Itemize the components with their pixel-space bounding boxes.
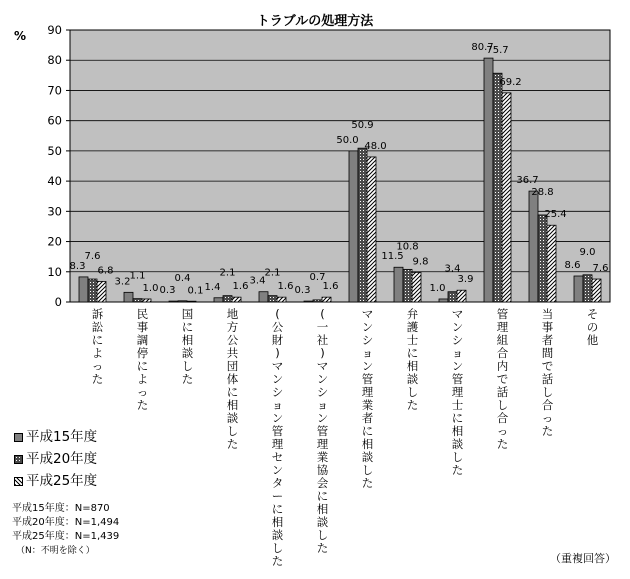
category-label-char: よ	[91, 346, 104, 360]
category-label-char: た	[271, 554, 284, 568]
y-tick-label: 80	[47, 53, 62, 68]
category-label-char: ョ	[451, 346, 464, 360]
category-label-char: に	[406, 346, 419, 360]
category-label-char: )	[275, 346, 280, 360]
category-label-char: に	[91, 333, 104, 347]
category-label-char: 業	[361, 398, 374, 412]
category-label-char: マ	[316, 359, 329, 373]
y-tick-label: 20	[47, 234, 62, 249]
category-label-char: 組	[496, 333, 509, 347]
bar	[349, 151, 358, 302]
category-label-char: そ	[586, 307, 599, 321]
bar	[304, 301, 313, 302]
category-label-char: 弁	[406, 307, 419, 321]
category-label-char: で	[496, 372, 509, 386]
data-label: 69.2	[499, 76, 522, 88]
category-label-char: 団	[226, 359, 239, 373]
bar	[574, 276, 583, 302]
category-label-char: 他	[586, 333, 599, 347]
bar	[529, 191, 538, 302]
category-label-char: 士	[451, 398, 464, 412]
bar	[412, 272, 421, 302]
category-label	[407, 307, 419, 412]
category-label-char: た	[406, 398, 419, 412]
category-label-char: タ	[271, 476, 284, 490]
legend-swatch-2	[14, 455, 23, 464]
data-label: 1.0	[142, 282, 159, 294]
category-label-char: 談	[361, 450, 374, 464]
category-label-char: マ	[271, 359, 284, 373]
category-label-char: し	[496, 398, 509, 412]
chart-legend	[14, 426, 97, 492]
category-label-char: 話	[541, 372, 554, 386]
category-label-char: 公	[226, 333, 239, 347]
category-label-char: 公	[271, 320, 284, 334]
data-label: 3.4	[444, 263, 461, 275]
category-label-char: 相	[181, 333, 194, 347]
category-label-char: た	[136, 398, 149, 412]
category-label-char: 共	[226, 346, 239, 360]
category-label-char: 相	[226, 398, 239, 412]
category-label	[587, 307, 599, 347]
category-label-char: 国	[181, 307, 194, 321]
category-label-char: っ	[91, 359, 104, 373]
category-label-char: 相	[316, 502, 329, 516]
bar	[187, 301, 196, 302]
category-label-char: シ	[451, 333, 464, 347]
category-label-char: で	[541, 359, 554, 373]
data-label: 3.9	[457, 274, 474, 286]
bar	[313, 300, 322, 302]
data-label: 10.8	[396, 241, 419, 253]
category-label-char: ン	[451, 359, 464, 373]
bar	[169, 301, 178, 302]
category-label	[182, 307, 194, 386]
data-label: 50.0	[336, 134, 359, 146]
data-label: 1.0	[429, 282, 446, 294]
bar	[214, 298, 223, 302]
note-n1: 平成15年度：N=870	[12, 503, 110, 514]
category-label-char: ン	[316, 411, 329, 425]
category-label-char: た	[316, 541, 329, 555]
category-label-char: 地	[226, 307, 239, 321]
data-label: 2.1	[264, 267, 281, 279]
bar	[457, 290, 466, 302]
bar	[259, 292, 268, 302]
category-label-char: 民	[136, 307, 149, 321]
category-label-char: 停	[136, 346, 149, 360]
bar	[583, 275, 592, 302]
data-label: 36.7	[516, 175, 539, 187]
bar	[232, 297, 241, 302]
bar	[484, 58, 493, 302]
data-label: 75.7	[486, 45, 509, 57]
category-label-char: 理	[361, 385, 374, 399]
category-label	[272, 307, 284, 568]
legend-item	[14, 470, 97, 492]
category-label-char: に	[271, 502, 284, 516]
category-label-char: )	[320, 346, 325, 360]
data-label: 28.8	[531, 186, 554, 198]
category-label-char: 協	[316, 463, 329, 477]
category-label	[317, 307, 329, 555]
category-label-char: 談	[451, 437, 464, 451]
category-label-char: に	[181, 320, 194, 334]
category-label-char: 理	[496, 320, 509, 334]
category-label-char: 財	[271, 333, 284, 347]
bar	[97, 281, 106, 302]
bar	[439, 299, 448, 302]
bar	[223, 296, 232, 302]
category-label-char: 護	[406, 320, 419, 334]
category-label-char: 内	[496, 359, 509, 373]
category-label-char: 理	[451, 385, 464, 399]
bar	[502, 93, 511, 302]
category-label-char: 談	[226, 411, 239, 425]
data-label: 9.0	[579, 246, 596, 258]
bar	[88, 279, 97, 302]
y-tick-label: 40	[47, 174, 62, 189]
data-label: 3.4	[249, 275, 266, 287]
data-label: 6.8	[97, 265, 114, 277]
category-label-char: に	[451, 411, 464, 425]
category-label-char: た	[496, 437, 509, 451]
chart-title: トラブルの処理方法	[256, 14, 374, 29]
category-label-char: し	[406, 385, 419, 399]
legend-label-3: 平成25年度	[26, 473, 98, 489]
category-label-char: 管	[271, 424, 284, 438]
category-label-char: ン	[316, 372, 329, 386]
category-label-char: 訴	[91, 307, 104, 321]
note-n2: 平成20年度：N=1,494	[12, 517, 120, 528]
bar	[268, 296, 277, 302]
data-label: 2.1	[219, 267, 236, 279]
category-label-char: 談	[271, 528, 284, 542]
data-label: 0.4	[174, 272, 191, 284]
category-label-char: し	[226, 424, 239, 438]
data-label: 1.6	[277, 281, 294, 293]
category-label-char: に	[136, 359, 149, 373]
category-label-char: 管	[361, 372, 374, 386]
category-label-char: マ	[451, 307, 464, 321]
category-label-char: 管	[496, 307, 509, 321]
category-label-char: し	[541, 385, 554, 399]
category-label-char: 当	[541, 307, 554, 321]
category-label-char: 合	[541, 398, 554, 412]
bar	[322, 297, 331, 302]
data-label: 0.7	[309, 271, 326, 283]
category-label	[227, 307, 239, 451]
bar	[394, 267, 403, 302]
category-label-char: 体	[226, 372, 239, 386]
data-label: 1.4	[204, 281, 221, 293]
category-label-char: 相	[451, 424, 464, 438]
legend-item	[14, 426, 97, 448]
category-label-char: 合	[496, 346, 509, 360]
category-label-char: ョ	[361, 346, 374, 360]
category-label-char: ー	[271, 489, 284, 503]
y-tick-label: 70	[47, 83, 62, 98]
category-label-char: 間	[541, 346, 554, 360]
category-label	[92, 307, 104, 386]
category-label-char: ョ	[271, 398, 284, 412]
category-label-char: 相	[271, 515, 284, 529]
category-label-char: た	[541, 424, 554, 438]
category-label-char: っ	[541, 411, 554, 425]
category-label-char: ン	[271, 372, 284, 386]
data-label: 1.6	[322, 281, 339, 293]
category-label	[497, 307, 509, 451]
category-label-char: 者	[361, 411, 374, 425]
legend-label-1: 平成15年度	[26, 429, 98, 445]
category-label-char: 社	[316, 333, 329, 347]
category-label-char: の	[586, 320, 599, 334]
category-label-char: し	[181, 359, 194, 373]
category-label-char: 相	[406, 359, 419, 373]
bar	[277, 297, 286, 302]
category-label-char: (	[275, 307, 280, 321]
category-label-char: し	[451, 450, 464, 464]
category-label-char: 理	[316, 437, 329, 451]
bar	[403, 269, 412, 302]
category-label-char: ン	[451, 320, 464, 334]
category-label-char: 管	[316, 424, 329, 438]
category-label-char: シ	[316, 385, 329, 399]
category-label-char: に	[316, 489, 329, 503]
category-label-char: 理	[271, 437, 284, 451]
category-label-char: 者	[541, 333, 554, 347]
category-label-char: に	[226, 385, 239, 399]
legend-label-2: 平成20年度	[26, 451, 98, 467]
category-label-char: し	[271, 541, 284, 555]
category-label-char: し	[361, 463, 374, 477]
category-label-char: 管	[451, 372, 464, 386]
data-label: 7.6	[84, 251, 101, 263]
category-label-char: た	[181, 372, 194, 386]
category-label-char: 調	[136, 333, 149, 347]
data-label: 1.6	[232, 281, 249, 293]
category-label-char: 業	[316, 450, 329, 464]
category-label-char: 士	[406, 333, 419, 347]
data-label: 9.8	[412, 256, 429, 268]
data-label: 80.7	[471, 42, 494, 54]
category-label	[542, 307, 554, 438]
bar	[178, 301, 187, 302]
data-label: 8.3	[69, 260, 86, 272]
category-label-char: 相	[361, 437, 374, 451]
multiple-answers-note: （重複回答）	[550, 552, 616, 565]
category-label-char: ン	[271, 411, 284, 425]
data-label: 3.2	[114, 276, 131, 288]
note-n3: 平成25年度：N=1,439	[12, 531, 120, 542]
category-label-char: た	[361, 476, 374, 490]
category-label-char: に	[361, 424, 374, 438]
y-axis-label: %	[14, 29, 27, 43]
data-label: 7.6	[592, 263, 609, 275]
data-label: 50.9	[351, 120, 374, 132]
category-label	[137, 307, 149, 412]
category-label-char: 訟	[91, 320, 104, 334]
category-label-char: セ	[271, 450, 284, 464]
category-label	[452, 307, 464, 477]
y-tick-label: 90	[47, 23, 62, 37]
bar	[124, 292, 133, 302]
data-label: 8.6	[564, 260, 581, 272]
y-tick-label: 50	[47, 143, 62, 158]
legend-swatch-3	[14, 477, 23, 486]
y-tick-label: 10	[47, 264, 62, 279]
data-label: 25.4	[544, 209, 567, 221]
category-label-char: っ	[496, 424, 509, 438]
category-label	[362, 307, 374, 490]
category-label-char: マ	[361, 307, 374, 321]
category-label-char: 談	[316, 515, 329, 529]
bar	[142, 299, 151, 302]
legend-swatch-1	[14, 433, 23, 442]
category-label-char: シ	[361, 333, 374, 347]
bar	[538, 215, 547, 302]
category-label-char: 事	[136, 320, 149, 334]
category-label-char: 合	[496, 411, 509, 425]
category-label-char: シ	[271, 385, 284, 399]
category-label-char: ン	[361, 320, 374, 334]
category-label-char: 談	[406, 372, 419, 386]
category-label-char: 談	[181, 346, 194, 360]
category-label-char: 話	[496, 385, 509, 399]
category-label-char: (	[320, 307, 325, 321]
sample-size-notes	[12, 502, 119, 558]
data-label: 0.3	[159, 285, 176, 297]
bar	[367, 157, 376, 302]
category-label-char: た	[91, 372, 104, 386]
category-label-char: よ	[136, 372, 149, 386]
data-label: 0.3	[294, 285, 311, 297]
bar	[592, 279, 601, 302]
y-tick-label: 0	[54, 295, 62, 309]
category-label-char: た	[451, 463, 464, 477]
data-label: 48.0	[364, 140, 387, 152]
data-label: 1.1	[129, 270, 146, 282]
y-tick-label: 30	[47, 204, 62, 219]
bar	[358, 148, 367, 302]
bar	[79, 277, 88, 302]
bar	[493, 73, 502, 302]
category-label-char: 会	[316, 476, 329, 490]
data-label: 11.5	[381, 251, 404, 263]
legend-item	[14, 448, 97, 470]
category-label-char: し	[316, 528, 329, 542]
category-label-char: 方	[226, 320, 239, 334]
bar	[547, 225, 556, 302]
category-label-char: ン	[271, 463, 284, 477]
category-label-char: た	[226, 437, 239, 451]
category-label-char: っ	[136, 385, 149, 399]
note-unknown-excluded: （N：不明を除く）	[16, 546, 95, 556]
bar	[448, 292, 457, 302]
category-label-char: ン	[361, 359, 374, 373]
data-label: 0.1	[187, 285, 204, 297]
bar	[133, 299, 142, 302]
category-label-char: 一	[316, 320, 329, 334]
y-tick-label: 60	[47, 113, 62, 128]
category-label-char: 事	[541, 320, 554, 334]
category-label-char: ョ	[316, 398, 329, 412]
